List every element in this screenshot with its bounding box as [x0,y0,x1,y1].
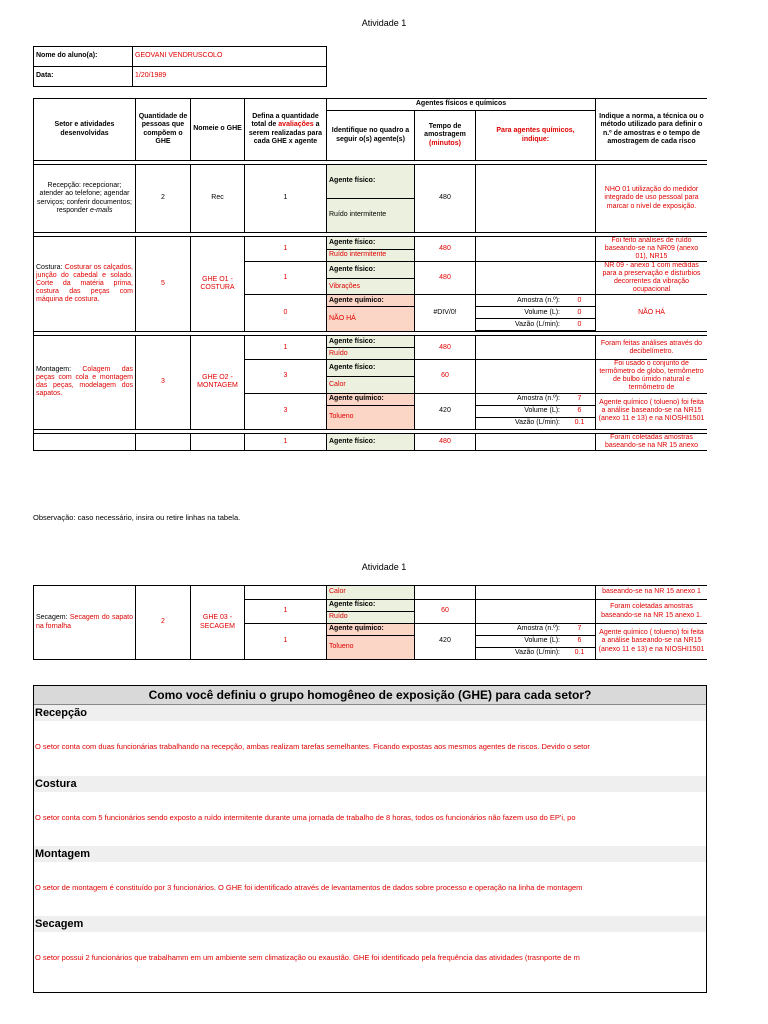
montagem-r2-aval[interactable]: 3 [245,360,327,393]
student-info-table [33,46,327,87]
section-montagem-text[interactable]: O setor de montagem é constituído por 3 funcionários. O GHE foi identificado através de levantamentos de dados sobre processo e operação na linha de montagem [35,883,583,892]
montagem-r3-agente[interactable]: Tolueno [327,405,415,429]
montagem-volume: 6 [577,406,582,414]
costura-r1-aval[interactable]: 1 [245,237,327,262]
section-secagem-body [34,932,706,990]
costura-r1-tempo[interactable]: 480 [415,237,476,262]
costura-r1-agente[interactable]: Ruído intermitente [327,249,415,262]
recepcao-aval[interactable]: 1 [245,165,327,233]
secagem-r1-quimicos [476,600,596,624]
cut-tempo[interactable]: 480 [415,433,476,450]
costura-r2-norma[interactable]: NR 09 - anexo 1 com medidas para a preservação e disturbios decorrentes da vibração ocupacional [596,262,708,295]
montagem-r2-quimicos [476,360,596,393]
costura-r3-agente[interactable]: NÃO HÁ [327,307,415,332]
costura-r2-aval[interactable]: 1 [245,262,327,295]
costura-volume-cell: Volume (L): 0 [476,307,596,319]
date-value[interactable]: 1/20/1989 [133,67,327,87]
secagem-r2-agente[interactable]: Tolueno [327,636,415,660]
costura-amostra: 0 [577,296,582,304]
header-setor: Setor e atividades desenvolvidas [34,99,136,161]
secagem-setor: Secagem: Secagem do sapato na fornalha [34,586,136,660]
costura-r1-label: Agente físico: [327,237,415,250]
section-recepcao-body [34,721,706,776]
montagem-r1-label: Agente físico: [327,336,415,348]
header-quantidade: Quantidade de pessoas que compõem o GHE [136,99,191,161]
recepcao-norma[interactable]: NHO 01 utilização do medidor integrado de uso pessoal para marcar o nível de exposição. [596,165,708,233]
costura-setor: Costura: Costurar os calçados, junção do cabedal e solado. Corte da matéria prima, costura das peças com máquina de costura. [34,237,136,332]
secagem-top-quimicos [476,586,596,600]
montagem-vazao-cell: Vazão (L/min): 0.1 [476,417,596,429]
secagem-amostra: 7 [577,625,582,633]
main-table [33,98,707,451]
costura-r2-quimicos [476,262,596,295]
secagem-volume-cell: Volume (L): 6 [476,636,596,648]
montagem-r1-tempo[interactable]: 480 [415,336,476,360]
montagem-amostra-cell: Amostra (n.º): 7 [476,393,596,405]
header-tempo: Tempo de amostragem (minutos) [415,111,476,161]
costura-r2-tempo[interactable]: 480 [415,262,476,295]
costura-r3-norma[interactable]: NÃO HÁ [596,295,708,332]
section-montagem-body [34,862,706,916]
observacao-note: Observação: caso necessário, insira ou retire linhas na tabela. [33,513,241,522]
secagem-r1-tempo[interactable]: 60 [415,600,476,624]
costura-r3-aval[interactable]: 0 [245,295,327,332]
cut-norma[interactable]: Foram coletadas amostras baseando-se na NR 15 anexo [596,433,708,450]
montagem-r1-agente[interactable]: Ruído [327,348,415,360]
secagem-qtd[interactable]: 2 [136,586,191,660]
montagem-r1-norma[interactable]: Foram feitas análises através do decibelímetro. [596,336,708,360]
recepcao-qtd[interactable]: 2 [136,165,191,233]
montagem-r3-norma[interactable]: Agente químico ( tolueno) foi feita a análise baseando-se na NR15 (anexo 11 e 13) e na NIOSHI1501 [596,393,708,429]
costura-ghe[interactable]: GHE O1 - COSTURA [191,237,245,332]
costura-r1-norma[interactable]: Foi feito análises de ruído baseando-se na NR09 (anexo 01), NR15 [596,237,708,262]
costura-amostra-cell: Amostra (n.º): 0 [476,295,596,307]
secagem-r2-aval[interactable]: 1 [245,624,327,660]
secagem-top-aval [245,586,327,600]
recepcao-agente[interactable]: Ruído intermitente [327,199,415,233]
montagem-qtd[interactable]: 3 [136,336,191,429]
recepcao-agente-label: Agente físico: [327,165,415,199]
section-recepcao-text[interactable]: O setor conta com duas funcionárias trabalhando na recepção, ambas realizam tarefas semelhantes. Ficando expostas aos mesmos agentes de riscos. Devido o setor [35,742,590,751]
montagem-setor: Montagem: Colagem das peças com cola e montagem das peças, modelagem dos sapatos. [34,336,136,429]
costura-qtd[interactable]: 5 [136,237,191,332]
secagem-r2-norma[interactable]: Agente químico ( tolueno) foi feita a análise baseando-se na NR15 (anexo 11 e 13) e na NIOSHI1501 [596,624,708,660]
montagem-r2-norma[interactable]: Foi usado o conjunto de termômetro de globo, termômetro de bulbo úmido natural e termômetro de [596,360,708,393]
student-name-value[interactable]: GEOVANI VENDRUSCOLO [133,47,327,67]
costura-volume: 0 [577,308,582,316]
section-secagem-text[interactable]: O setor possui 2 funcionários que trabalhamm em um ambiente sem climatização ou exaustão. GHE foi identificado pela frequência das atividades (trasnporte de m [35,953,580,962]
page2-title: Atividade 1 [361,562,407,572]
costura-r1-quimicos [476,237,596,262]
secagem-r1-label: Agente físico: [327,600,415,612]
costura-r3-label: Agente químico: [327,295,415,307]
montagem-r2-tempo[interactable]: 60 [415,360,476,393]
montagem-ghe[interactable]: GHE O2 - MONTAGEM [191,336,245,429]
recepcao-ghe[interactable]: Rec [191,165,245,233]
date-label: Data: [34,67,133,87]
secagem-vazao-cell: Vazão (L/min): 0.1 [476,648,596,660]
recepcao-quimicos [476,165,596,233]
header-defina: Defina a quantidade total de avaliações a serem realizadas para cada GHE x agente [245,99,327,161]
main-table-viewport [33,98,707,484]
montagem-r1-aval[interactable]: 1 [245,336,327,360]
montagem-amostra: 7 [577,394,582,402]
page2-table [33,585,707,660]
secagem-top-agente[interactable]: Calor [327,586,415,600]
section-recepcao-title: Recepção [34,705,706,721]
secagem-r2-tempo[interactable]: 420 [415,624,476,660]
section-costura-title: Costura [34,776,706,792]
cut-setor [34,433,136,450]
cut-qtd [136,433,191,450]
secagem-r1-norma[interactable]: Foram coletadas amostras baseando-se na NR 15 anexo 1. [596,600,708,624]
montagem-r2-label: Agente físico: [327,360,415,377]
cut-label: Agente físico: [327,433,415,450]
montagem-r2-agente[interactable]: Calor [327,376,415,393]
header-quimicos: Para agentes químicos, indique: [476,111,596,161]
secagem-r1-agente[interactable]: Ruído [327,612,415,624]
secagem-vazao: 0.1 [574,649,585,657]
secagem-top-tempo [415,586,476,600]
recepcao-tempo[interactable]: 480 [415,165,476,233]
costura-r2-label: Agente físico: [327,262,415,279]
secagem-volume: 6 [577,637,582,645]
cut-quimicos [476,433,596,450]
secagem-amostra-cell: Amostra (n.º): 7 [476,624,596,636]
header-nomeie: Nomeie o GHE [191,99,245,161]
montagem-r3-label: Agente químico: [327,393,415,405]
section-costura-text[interactable]: O setor conta com 5 funcionários sendo exposto a ruído intermitente durante uma jornada de trabalho de 8 horas, todos os funcionários não fazem uso do EP'i, po [35,813,576,822]
costura-vazao: 0 [577,320,582,328]
recepcao-setor: Recepção: recepcionar; atender ao telefone; agendar serviços; conferir documentos; responder e-mails [34,165,136,233]
ghe-question-box [33,685,707,993]
cut-ghe [191,433,245,450]
section-secagem-title: Secagem [34,916,706,932]
secagem-ghe[interactable]: GHE 03 - SECAGEM [191,586,245,660]
ghe-question-title: Como você definiu o grupo homogêneo de exposição (GHE) para cada setor? [34,686,706,705]
costura-vazao-cell: Vazão (L/min): 0 [476,319,596,331]
montagem-volume-cell: Volume (L): 6 [476,405,596,417]
montagem-r3-aval[interactable]: 3 [245,393,327,429]
secagem-r1-aval[interactable]: 1 [245,600,327,624]
montagem-r3-tempo[interactable]: 420 [415,393,476,429]
montagem-vazao: 0.1 [574,418,585,426]
montagem-r1-quimicos [476,336,596,360]
header-agentes: Agentes físicos e químicos [327,99,596,111]
costura-r2-agente[interactable]: Vibrações [327,278,415,295]
section-costura-body [34,792,706,846]
header-identifique: Identifique no quadro a seguir o(s) agente(s) [327,111,415,161]
student-name-label: Nome do aluno(a): [34,47,133,67]
page2-table-viewport [33,585,707,671]
header-norma: Indique a norma, a técnica ou o método utilizado para definir o n.º de amostras e o tempo de amostragem de cada risco [596,99,708,161]
secagem-r2-label: Agente químico: [327,624,415,636]
section-montagem-title: Montagem [34,846,706,862]
costura-r3-tempo[interactable]: #DIV/0! [415,295,476,332]
secagem-top-norma[interactable]: baseando-se na NR 15 anexo 1 [596,586,708,600]
page-title: Atividade 1 [361,18,407,28]
cut-aval[interactable]: 1 [245,433,327,450]
